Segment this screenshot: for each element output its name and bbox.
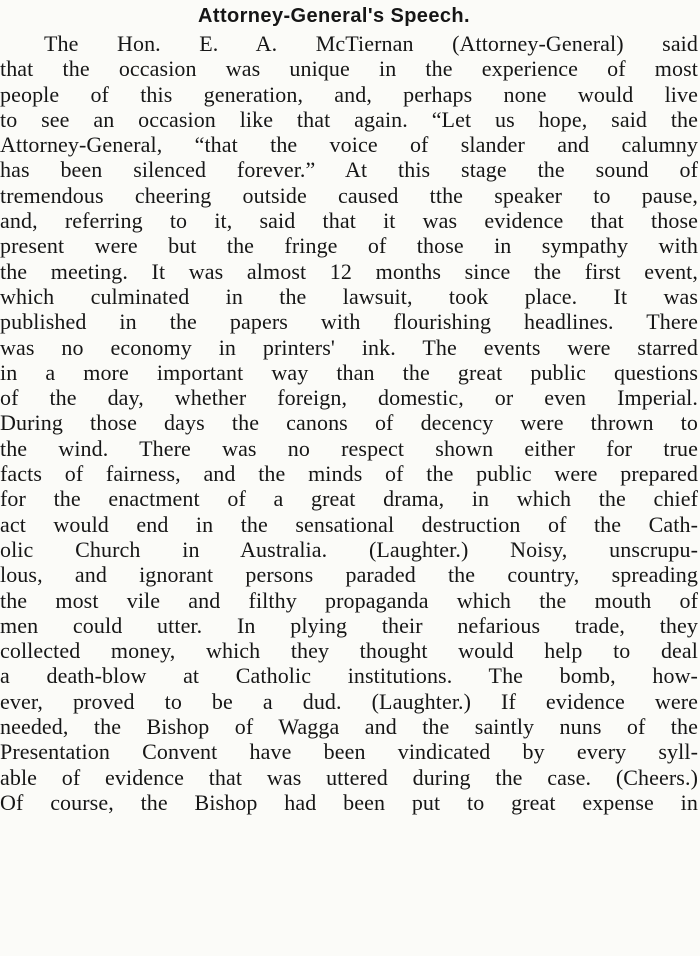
- article-line: to see an occasion like that again. “Let us hope, said the: [0, 106, 698, 132]
- article-line: able of evidence that was uttered during the case. (Cheers.): [0, 764, 698, 790]
- article-line: act would end in the sensational destruction of the Cath-: [0, 511, 698, 537]
- article-line: that the occasion was unique in the experience of most: [0, 56, 698, 82]
- article-line: The Hon. E. A. McTiernan (Attorney-General) said: [44, 31, 698, 56]
- article-line: ever, proved to be a dud. (Laughter.) If evidence were: [0, 688, 698, 714]
- article-line: in a more important way than the great public questions: [0, 359, 698, 385]
- article-line: the wind. There was no respect shown either for true: [0, 435, 698, 461]
- article-line: people of this generation, and, perhaps none would live: [0, 81, 698, 107]
- article-line: olic Church in Australia. (Laughter.) Noisy, unscrupu-: [0, 536, 698, 562]
- article-line: Of course, the Bishop had been put to great expense in: [0, 789, 698, 815]
- article-line: present were but the fringe of those in sympathy with: [0, 233, 698, 259]
- article-line: has been silenced forever.” At this stage the sound of: [0, 157, 698, 183]
- article-line: a death-blow at Catholic institutions. The bomb, how-: [0, 663, 698, 689]
- article-line: needed, the Bishop of Wagga and the saintly nuns of the: [0, 714, 698, 740]
- article-line: Attorney-General, “that the voice of slander and calumny: [0, 132, 698, 158]
- article-line: facts of fairness, and the minds of the public were prepared: [0, 461, 698, 487]
- article-line: the meeting. It was almost 12 months since the first event,: [0, 258, 698, 284]
- article-line: of the day, whether foreign, domestic, or even Imperial.: [0, 385, 698, 411]
- article-line: published in the papers with flourishing headlines. There: [0, 309, 698, 335]
- article-line: which culminated in the lawsuit, took place. It was: [0, 283, 698, 309]
- article-line: was no economy in printers' ink. The events were starred: [0, 334, 698, 360]
- article-line: and, referring to it, said that it was evidence that those: [0, 208, 698, 234]
- article-line: men could utter. In plying their nefarious trade, they: [0, 612, 698, 638]
- article-body: [0, 31, 698, 815]
- article-line: tremendous cheering outside caused tthe speaker to pause,: [0, 182, 698, 208]
- article-line: for the enactment of a great drama, in which the chief: [0, 486, 698, 512]
- article-line: lous, and ignorant persons paraded the country, spreading: [0, 562, 698, 588]
- article-line: collected money, which they thought would help to deal: [0, 638, 698, 664]
- article-line: Presentation Convent have been vindicated by every syll-: [0, 739, 698, 765]
- article-line: During those days the canons of decency were thrown to: [0, 410, 698, 436]
- article-line: the most vile and filthy propaganda which the mouth of: [0, 587, 698, 613]
- article-headline: Attorney-General's Speech.: [198, 5, 470, 27]
